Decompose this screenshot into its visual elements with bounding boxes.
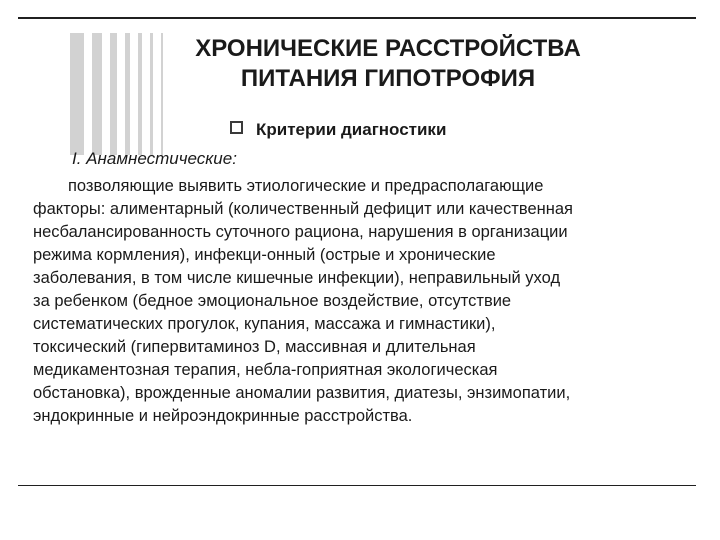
body-line: эндокринные и нейроэндокринные расстройства.: [33, 407, 413, 425]
decorative-bar: [70, 33, 84, 155]
body-line: заболевания, в том числе кишечные инфекции), неправильный уход: [33, 269, 561, 287]
slide-title-line-2: ПИТАНИЯ ГИПОТРОФИЯ: [240, 65, 536, 92]
decorative-bar: [161, 33, 163, 155]
body-line: обстановка), врожденные аномалии развития, диатезы, энзимопатии,: [33, 384, 571, 402]
body-line: несбалансированность суточного рациона, нарушения в организации: [33, 223, 568, 241]
decorative-bar: [138, 33, 142, 155]
decorative-bar: [125, 33, 130, 155]
top-rule: [18, 17, 696, 19]
bottom-rule: [18, 485, 696, 486]
hollow-square-bullet-icon: [230, 121, 243, 134]
body-line: медикаментозная терапия, небла-гоприятная экологическая: [33, 361, 498, 379]
slide-title-line-1: ХРОНИЧЕСКИЕ РАССТРОЙСТВА: [195, 35, 581, 62]
body-line: за ребенком (бедное эмоциональное воздействие, отсутствие: [33, 292, 512, 310]
decorative-bars: [70, 33, 165, 155]
anamnestic-subheading: I. Анамнестические:: [72, 149, 237, 168]
decorative-bar: [92, 33, 102, 155]
body-line: позволяющие выявить этиологические и предрасполагающие: [68, 177, 544, 195]
decorative-bar: [110, 33, 117, 155]
slide-title: [168, 34, 608, 94]
body-paragraph: [33, 175, 703, 428]
body-line: режима кормления), инфекци-онный (острые и хронические: [33, 246, 496, 264]
criteria-label: Критерии диагностики: [256, 120, 447, 139]
criteria-heading: [230, 119, 446, 141]
body-line: систематических прогулок, купания, массажа и гимнастики),: [33, 315, 496, 333]
body-line: факторы: алиментарный (количественный дефицит или качественная: [33, 200, 573, 218]
body-line: токсический (гипервитаминоз D, массивная и длительная: [33, 338, 476, 356]
decorative-bar: [150, 33, 153, 155]
